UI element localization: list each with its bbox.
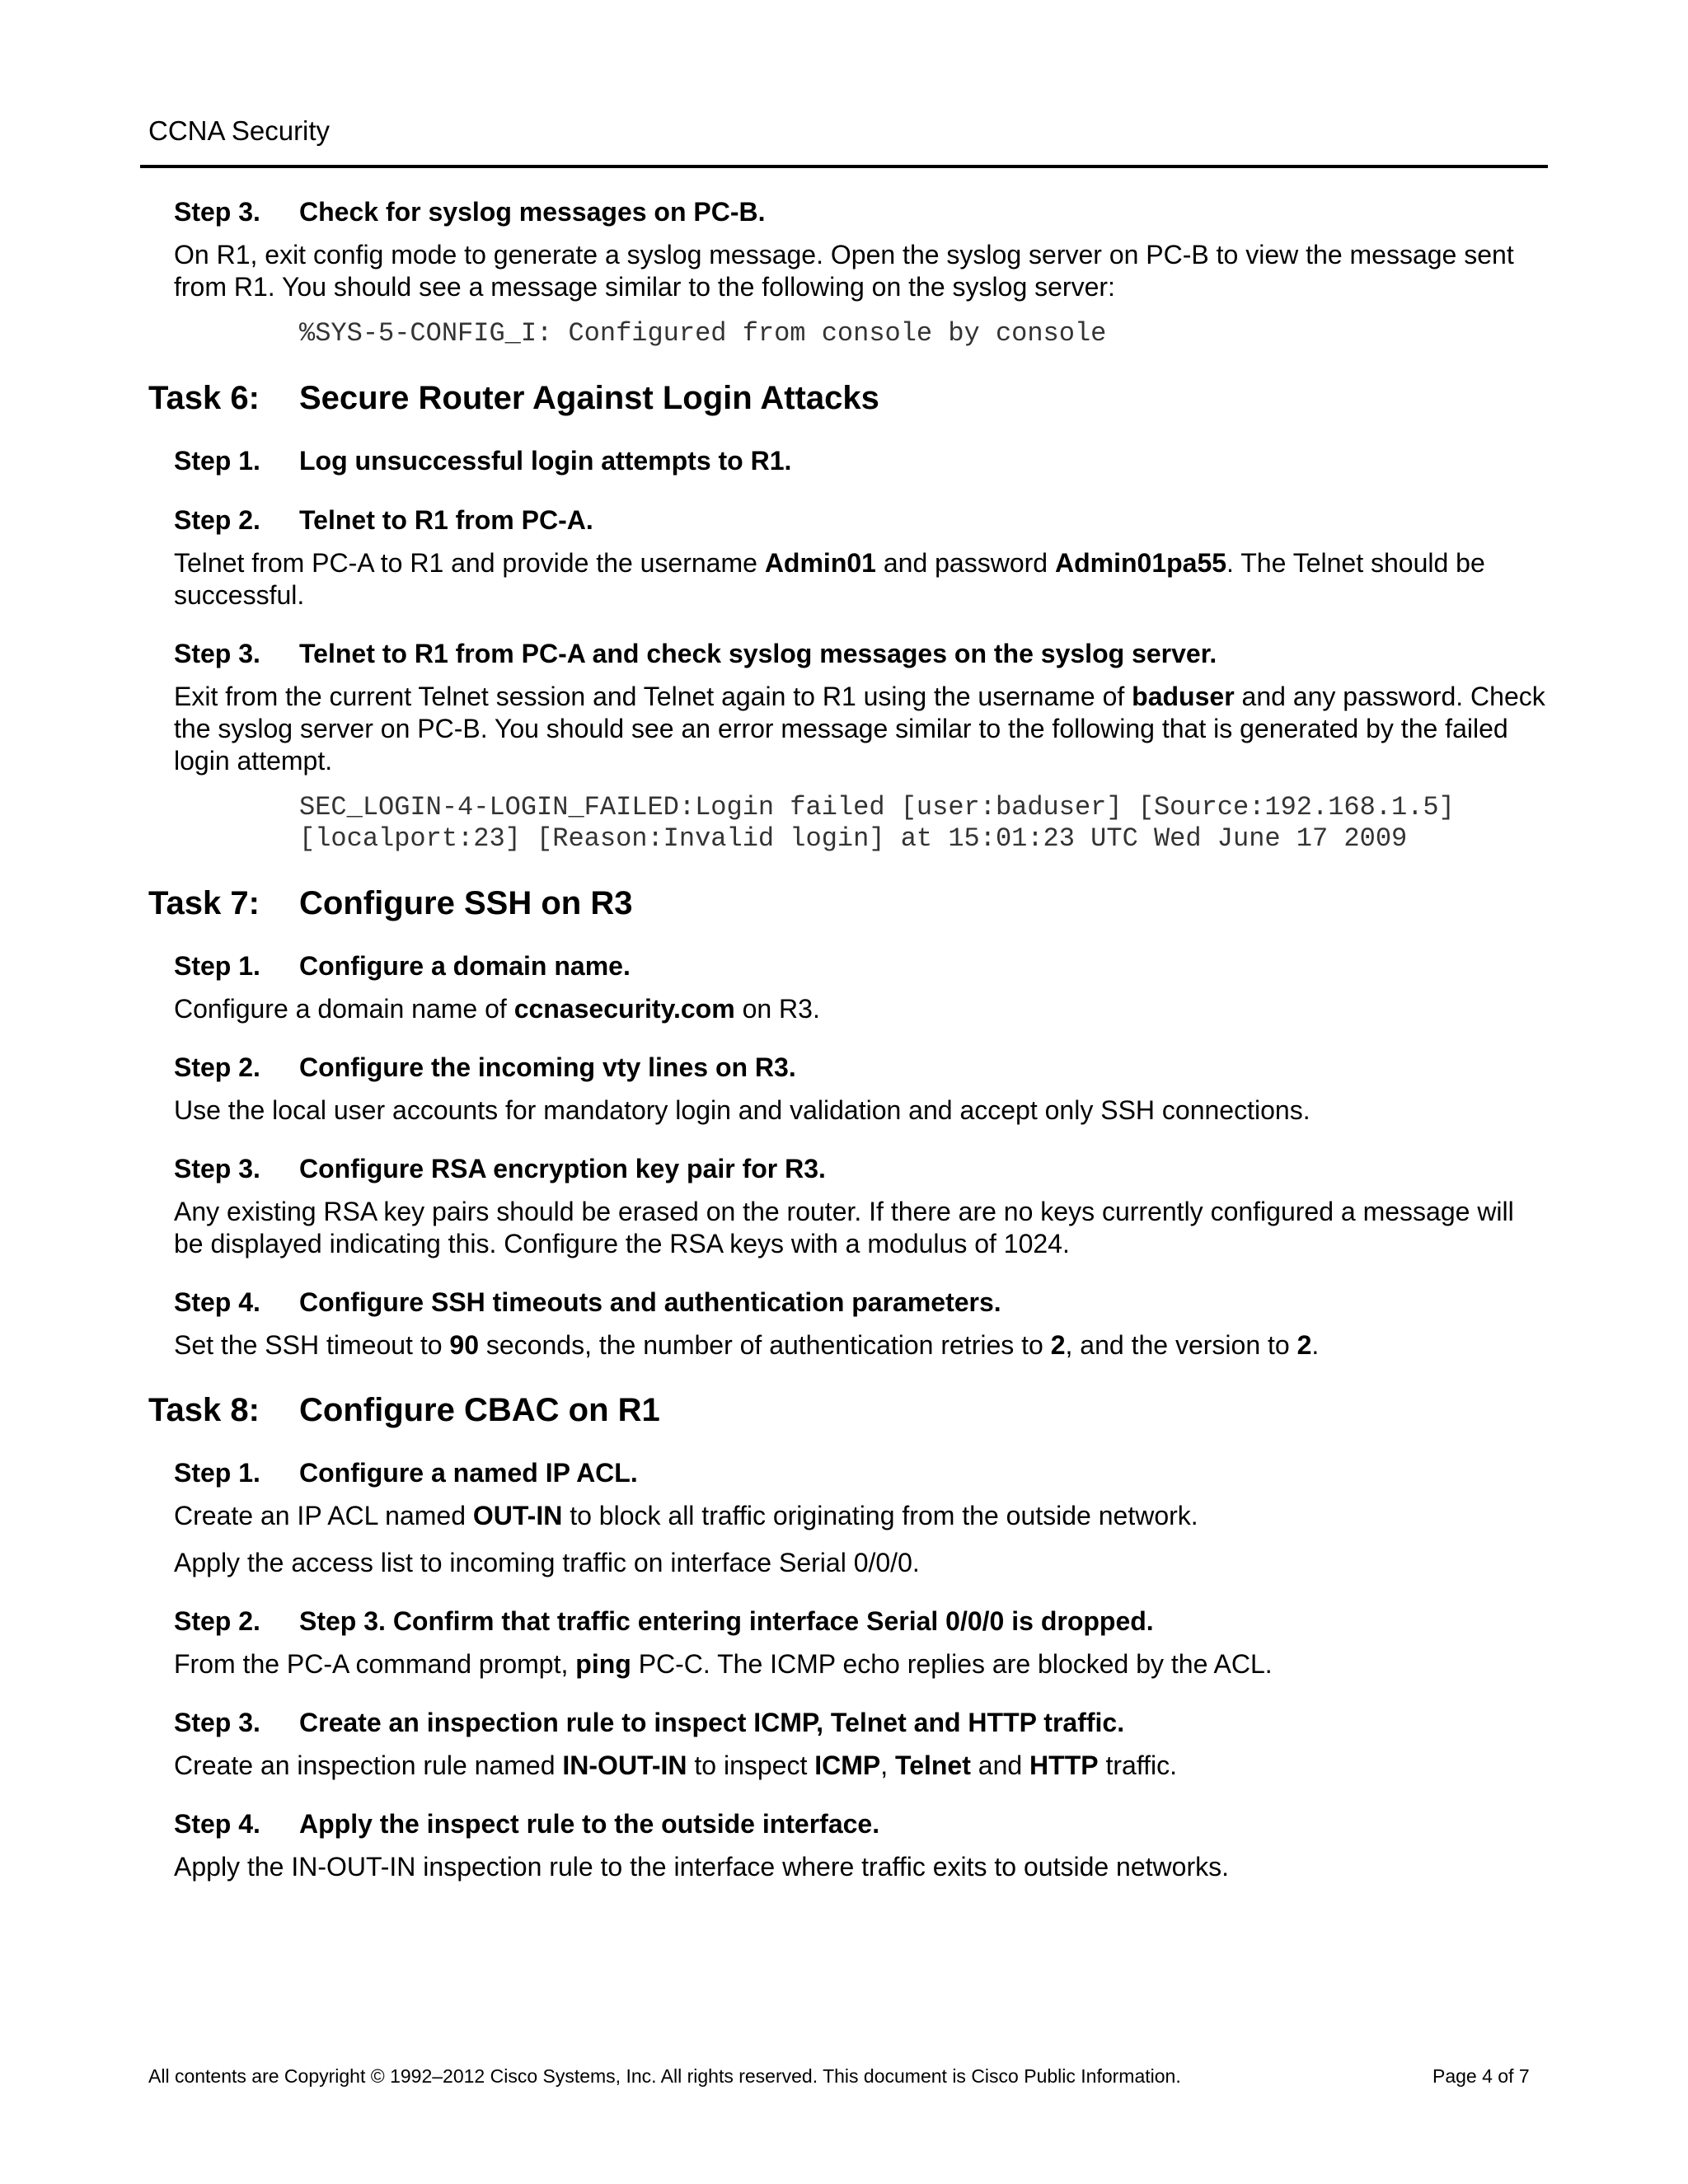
bold-run: Telnet	[895, 1750, 971, 1780]
step-number: Step 3.	[174, 639, 260, 668]
text-run: on R3.	[734, 994, 820, 1024]
task-number: Task 8:	[148, 1392, 260, 1428]
step-number: Step 2.	[174, 505, 260, 535]
text-run: Set the SSH timeout to	[174, 1330, 450, 1360]
text-run: Exit from the current Telnet session and Telnet again to R1 using the username of	[174, 682, 1132, 711]
step-number: Step 3.	[174, 1708, 260, 1737]
text-run: Create an IP ACL named	[174, 1501, 473, 1530]
step-heading	[174, 1455, 1550, 1490]
step-title: Configure the incoming vty lines on R3.	[299, 1052, 796, 1082]
text-run: traffic.	[1098, 1750, 1178, 1780]
step-heading	[174, 1285, 1550, 1319]
header-title: CCNA Security	[148, 115, 331, 146]
step-number: Step 4.	[174, 1287, 260, 1317]
paragraph	[174, 1500, 1550, 1532]
bold-run: baduser	[1132, 682, 1235, 711]
paragraph: Any existing RSA key pairs should be erased on the router. If there are no keys currently configured a message will be displayed indicating this. Configure the RSA keys with a modulus of 1024.	[174, 1197, 1514, 1258]
text-run: and password	[875, 548, 1055, 578]
paragraph: Apply the access list to incoming traffic on interface Serial 0/0/0.	[174, 1548, 920, 1577]
step-title: Configure a named IP ACL.	[299, 1458, 638, 1488]
bold-run: Admin01pa55	[1054, 548, 1227, 578]
paragraph: Apply the IN-OUT-IN inspection rule to the interface where traffic exits to outside networks.	[174, 1852, 1229, 1882]
paragraph	[174, 1750, 1550, 1782]
step-number: Step 3.	[174, 197, 260, 227]
text-run: . The Telnet should be successful.	[174, 548, 1485, 610]
text-run: .	[1311, 1330, 1320, 1360]
text-run: , and the version to	[1065, 1330, 1297, 1360]
text-run: ,	[880, 1750, 896, 1780]
code-line: [localport:23] [Reason:Invalid login] at 15:01:23 UTC Wed June 17 2009	[299, 823, 1408, 854]
task-title: Configure SSH on R3	[299, 885, 633, 921]
step-heading	[174, 194, 1550, 229]
footer-copyright: All contents are Copyright © 1992–2012 Cisco Systems, Inc. All rights reserved. This document is Cisco Public Information.	[148, 2065, 1181, 2087]
bold-run: ping	[575, 1649, 631, 1679]
step-title: Telnet to R1 from PC-A and check syslog messages on the syslog server.	[299, 639, 1217, 668]
header-rule	[140, 165, 1548, 168]
bold-run: 2	[1296, 1330, 1312, 1360]
task-heading	[148, 377, 1550, 419]
step-heading	[174, 1807, 1550, 1841]
step-number: Step 3.	[174, 1154, 260, 1183]
paragraph: On R1, exit config mode to generate a syslog message. Open the syslog server on PC-B to view the message sent from R1. You should see a message similar to the following on the syslog server:	[174, 240, 1514, 302]
paragraph	[174, 547, 1550, 612]
bold-run: ccnasecurity.com	[513, 994, 735, 1024]
step-title: Configure a domain name.	[299, 951, 631, 981]
text-run: and any password. Check the syslog server on PC-B. You should see an error message similar to the following that is generated by the failed login attempt.	[174, 682, 1545, 776]
step-title: Configure SSH timeouts and authentication parameters.	[299, 1287, 1001, 1317]
bold-run: OUT-IN	[472, 1501, 563, 1530]
bold-run: ICMP	[814, 1750, 881, 1780]
bold-run: HTTP	[1029, 1750, 1099, 1780]
paragraph: Use the local user accounts for mandatory login and validation and accept only SSH connections.	[174, 1095, 1311, 1125]
task-title: Configure CBAC on R1	[299, 1392, 660, 1428]
text-run: Telnet from PC-A to R1 and provide the username	[174, 548, 765, 578]
step-title: Configure RSA encryption key pair for R3.	[299, 1154, 826, 1183]
step-title: Check for syslog messages on PC-B.	[299, 197, 766, 227]
task-heading	[148, 883, 1550, 924]
step-title: Create an inspection rule to inspect ICMP, Telnet and HTTP traffic.	[299, 1708, 1125, 1737]
paragraph	[174, 993, 1550, 1025]
text-run: to inspect	[687, 1750, 815, 1780]
step-heading	[174, 636, 1550, 671]
bold-run: Admin01	[764, 548, 876, 578]
text-run: PC-C. The ICMP echo replies are blocked by the ACL.	[631, 1649, 1273, 1679]
step-number: Step 1.	[174, 1458, 260, 1488]
text-run: Configure a domain name of	[174, 994, 514, 1024]
text-run: and	[970, 1750, 1030, 1780]
paragraph	[174, 681, 1550, 777]
task-number: Task 7:	[148, 885, 260, 921]
task-number: Task 6:	[148, 380, 260, 416]
step-number: Step 2.	[174, 1052, 260, 1082]
task-title: Secure Router Against Login Attacks	[299, 380, 879, 416]
bold-run: 90	[449, 1330, 479, 1360]
step-heading	[174, 1050, 1550, 1085]
text-run: Create an inspection rule named	[174, 1750, 563, 1780]
code-line: %SYS-5-CONFIG_I: Configured from console by console	[299, 318, 1107, 349]
step-number: Step 4.	[174, 1809, 260, 1839]
bold-run: IN-OUT-IN	[562, 1750, 687, 1780]
code-line: SEC_LOGIN-4-LOGIN_FAILED:Login failed [user:baduser] [Source:192.168.1.5]	[299, 792, 1455, 823]
text-run: seconds, the number of authentication retries to	[478, 1330, 1051, 1360]
step-heading	[174, 949, 1550, 983]
task-heading	[148, 1390, 1550, 1431]
text-run: to block all traffic originating from the outside network.	[562, 1501, 1198, 1530]
step-title: Log unsuccessful login attempts to R1.	[299, 446, 792, 476]
document-body	[148, 194, 1550, 1898]
step-title: Step 3. Confirm that traffic entering interface Serial 0/0/0 is dropped.	[299, 1606, 1154, 1636]
paragraph	[174, 1648, 1550, 1680]
bold-run: 2	[1050, 1330, 1066, 1360]
step-heading	[174, 1604, 1550, 1638]
paragraph	[174, 1329, 1550, 1361]
step-heading	[174, 443, 1550, 478]
step-number: Step 2.	[174, 1606, 260, 1636]
step-title: Telnet to R1 from PC-A.	[299, 505, 593, 535]
step-heading	[174, 1151, 1550, 1186]
footer-page-number: Page 4 of 7	[1432, 2065, 1530, 2087]
step-heading	[174, 503, 1550, 537]
step-number: Step 1.	[174, 951, 260, 981]
step-number: Step 1.	[174, 446, 260, 476]
text-run: From the PC-A command prompt,	[174, 1649, 576, 1679]
step-heading	[174, 1705, 1550, 1740]
step-title: Apply the inspect rule to the outside interface.	[299, 1809, 880, 1839]
